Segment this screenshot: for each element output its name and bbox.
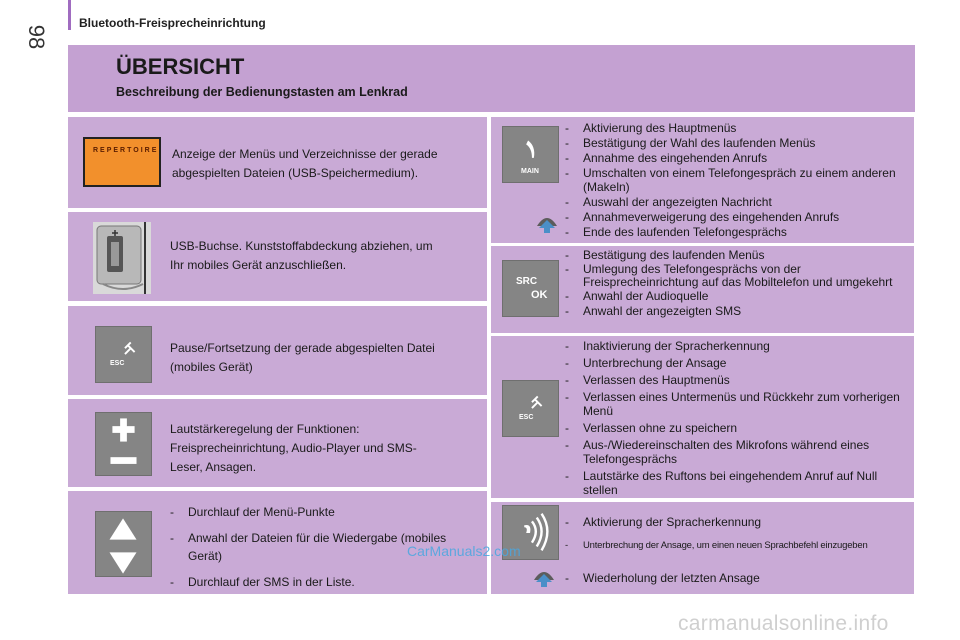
text-line: abgespielten Dateien (USB-Speichermedium). [172, 166, 419, 180]
ok-key-label: OK [531, 289, 548, 301]
panel-main [491, 117, 914, 243]
repertoire-description [172, 145, 482, 183]
chapter-title: Bluetooth-Freisprecheinrichtung [79, 16, 266, 30]
panel-usb [68, 212, 487, 301]
list-item: - Durchlauf der SMS in der Liste. [168, 573, 480, 591]
list-item: - Verlassen ohne zu speichern [563, 421, 908, 435]
src-key-label: SRC [516, 276, 538, 287]
esc-pause-description [170, 339, 480, 377]
list-item: - Anwahl der Dateien für die Wiedergabe (mobiles Gerät) [168, 529, 480, 565]
src-ok-key [502, 260, 559, 317]
usb-socket-icon [93, 222, 151, 294]
chapter-bar [68, 0, 71, 30]
panel-volume [68, 399, 487, 487]
page-number: 98 [24, 24, 49, 50]
text-line: Ihr mobiles Gerät anzuschließen. [170, 258, 347, 272]
main-key [502, 126, 559, 183]
panel-voice [491, 502, 914, 594]
text-line: Freisprecheinrichtung, Audio-Player und SMS- [170, 441, 417, 455]
list-item: - Verlassen des Hauptmenüs [563, 373, 908, 387]
repertoire-key [83, 137, 161, 187]
list-item: - Anwahl der Audioquelle [563, 289, 908, 303]
text-line: (mobiles Gerät) [170, 360, 253, 374]
esc-key-right-label: ESC [519, 414, 534, 421]
list-item: - Annahme des eingehenden Anrufs [563, 151, 908, 165]
text-line: USB-Buchse. Kunststoffabdeckung abziehen, um [170, 239, 433, 253]
list-item: - Ende des laufenden Telefongesprächs [563, 225, 908, 239]
section-header [68, 45, 915, 112]
watermark-carmanualsonline: carmanualsonline.info [678, 612, 889, 635]
list-item: - Wiederholung der letzten Ansage [563, 571, 908, 585]
mute-mic-icon [503, 381, 558, 436]
mute-mic-icon [96, 327, 151, 382]
main-list [563, 121, 908, 240]
section-subtitle: Beschreibung der Bedienungstasten am Lenkrad [116, 85, 408, 99]
list-item: - Auswahl der angezeigten Nachricht [563, 195, 908, 209]
list-item: - Anwahl der angezeigten SMS [563, 304, 908, 318]
esc-key-label: ESC [110, 360, 125, 367]
esc-key [95, 326, 152, 383]
list-item: - Umschalten von einem Telefongespräch zu einem anderen (Makeln) [563, 166, 908, 194]
panel-repertoire [68, 117, 487, 208]
list-item: - Umlegung des Telefongesprächs von der Freisprecheinrichtung auf das Mobiltelefon und umgekehrt [563, 263, 908, 288]
volume-description [170, 420, 480, 477]
list-item: - Aus-/Wiedereinschalten des Mikrofons während eines Telefongesprächs [563, 438, 908, 466]
voice-list [563, 515, 908, 586]
volume-key [95, 412, 152, 476]
list-item: - Inaktivierung der Spracherkennung [563, 339, 908, 353]
list-item: - Verlassen eines Untermenüs und Rückkehr zum vorherigen Menü [563, 390, 908, 418]
text-line: Pause/Fortsetzung der gerade abgespielten Datei [170, 341, 435, 355]
list-item: - Bestätigung der Wahl des laufenden Menüs [563, 136, 908, 150]
list-item: - Durchlauf der Menü-Punkte [168, 503, 480, 521]
section-title: ÜBERSICHT [116, 54, 245, 79]
list-item: - Bestätigung des laufenden Menüs [563, 248, 908, 262]
text-line: Leser, Ansagen. [170, 460, 257, 474]
plus-icon [96, 415, 151, 445]
text-line: Lautstärkeregelung der Funktionen: [170, 422, 360, 436]
list-item: - Lautstärke des Ruftons bei eingehendem Anruf auf Null stellen [563, 469, 908, 497]
main-key-label: MAIN [521, 168, 539, 175]
minus-icon [96, 447, 151, 477]
triangle-down-icon [96, 546, 151, 578]
watermark-carmanuals2: CarManuals2.com [407, 543, 521, 559]
arrow-up-icon [532, 566, 556, 588]
panel-src-ok [491, 246, 914, 333]
list-item: - Aktivierung der Spracherkennung [563, 515, 908, 529]
list-item: - Unterbrechung der Ansage [563, 356, 908, 370]
list-item: - Unterbrechung der Ansage, um einen neuen Sprachbefehl einzugeben [563, 539, 908, 553]
esc-list [563, 339, 908, 500]
esc-key-right [502, 380, 559, 437]
repertoire-key-label: REPERTOIRE [93, 147, 159, 154]
triangle-up-icon [96, 514, 151, 546]
panel-esc [491, 336, 914, 498]
list-item: - Aktivierung des Hauptmenüs [563, 121, 908, 135]
list-item: - Annahmeverweigerung des eingehenden Anrufs [563, 210, 908, 224]
scroll-key [95, 511, 152, 577]
text-line: Anzeige der Menüs und Verzeichnisse der gerade [172, 147, 438, 161]
usb-description [170, 237, 480, 275]
arrow-up-icon [535, 212, 559, 234]
panel-esc-pause [68, 306, 487, 395]
src-ok-list [563, 248, 908, 319]
